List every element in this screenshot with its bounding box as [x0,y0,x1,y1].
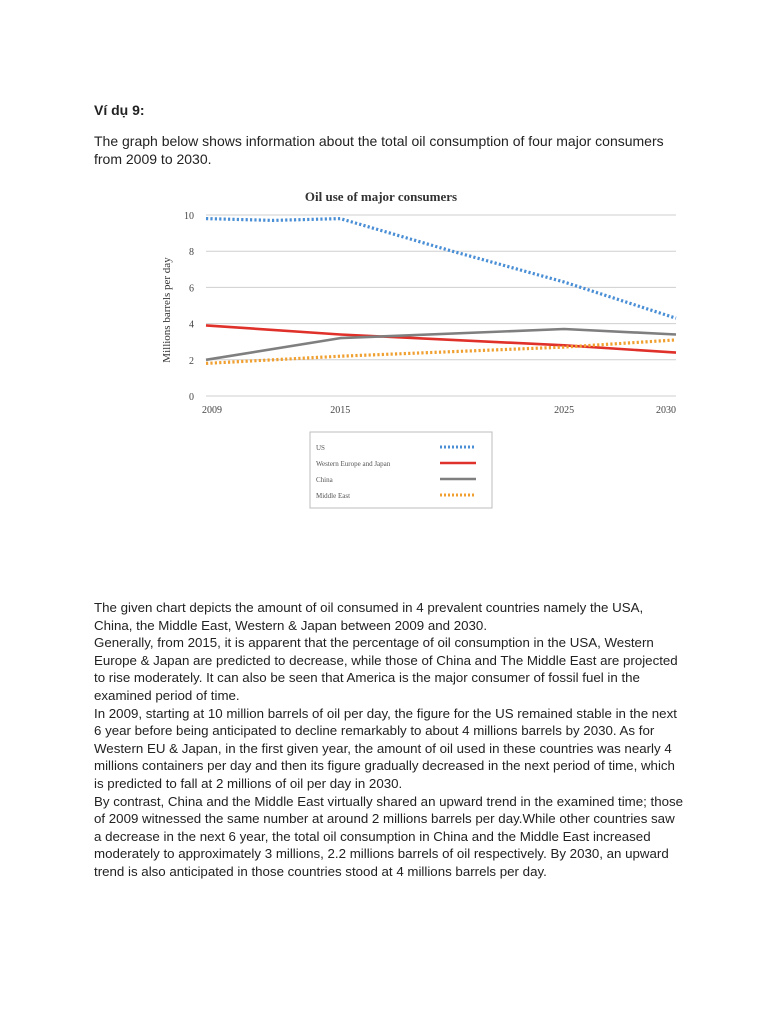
legend-label: US [316,444,325,452]
axis-ticks [184,211,676,416]
x-tick-label: 2015 [330,405,351,416]
legend [310,432,492,508]
series-line-china [206,329,676,360]
paragraph-2: Generally, from 2015, it is apparent that the percentage of oil consumption in the USA, Western Europe & Japan are predicted to decrease, while those of China and The Middle East are projected to rise moderately. It can also be seen that America is the major consumer of fossil fuel in the examined period of time. [94,635,678,703]
y-tick-label: 6 [189,283,194,295]
series-lines [206,219,676,364]
answer-body [94,599,684,881]
legend-label: Middle East [316,492,351,500]
x-tick-label: 2030 [656,405,676,416]
y-tick-label: 4 [189,319,194,331]
y-tick-label: 2 [189,355,194,367]
legend-label: Western Europe and Japan [316,460,391,468]
chart-title: Oil use of major consumers [304,189,458,204]
y-tick-label: 0 [189,392,194,403]
grid-lines [206,215,676,396]
y-axis-label: Millions barrels per day [161,257,173,363]
intro-text: The graph below shows information about the total oil consumption of four major consumers from 2009 to 2030. [94,133,664,167]
y-tick-label: 10 [184,211,194,222]
example-heading: Ví dụ 9: [94,102,145,118]
x-tick-label: 2009 [202,405,222,416]
series-line-us [206,219,676,319]
line-chart [94,183,678,518]
x-tick-label: 2025 [554,405,575,416]
y-tick-label: 8 [189,247,194,259]
paragraph-1: The given chart depicts the amount of oil consumed in 4 prevalent countries namely the USA, China, the Middle East, Western & Japan between 2009 and 2030. [94,600,644,633]
chart-figure [94,183,678,518]
paragraph-4: By contrast, China and the Middle East virtually shared an upward trend in the examined time; those of 2009 witnessed the same number at around 2 millions barrels per day.While other countries saw a decrease in the next 6 year, the total oil consumption in China and the Middle East increased moderately to approximately 3 millions, 2.2 millions barrels of oil respectively. By 2030, an upward trend is also anticipated in those countries stood at 4 millions barrels per day. [94,793,684,879]
legend-label: China [316,476,333,484]
paragraph-3: In 2009, starting at 10 million barrels of oil per day, the figure for the US remained stable in the next 6 year before being anticipated to decline remarkably to about 4 millions barrels by 2030. As for Western EU & Japan, in the first given year, the amount of oil used in these countries was nearly 4 millions containers per day and then its figure gradually decreased in the next period of time, which is predicted to fall at 2 millions of oil per day in 2030. [94,705,677,791]
